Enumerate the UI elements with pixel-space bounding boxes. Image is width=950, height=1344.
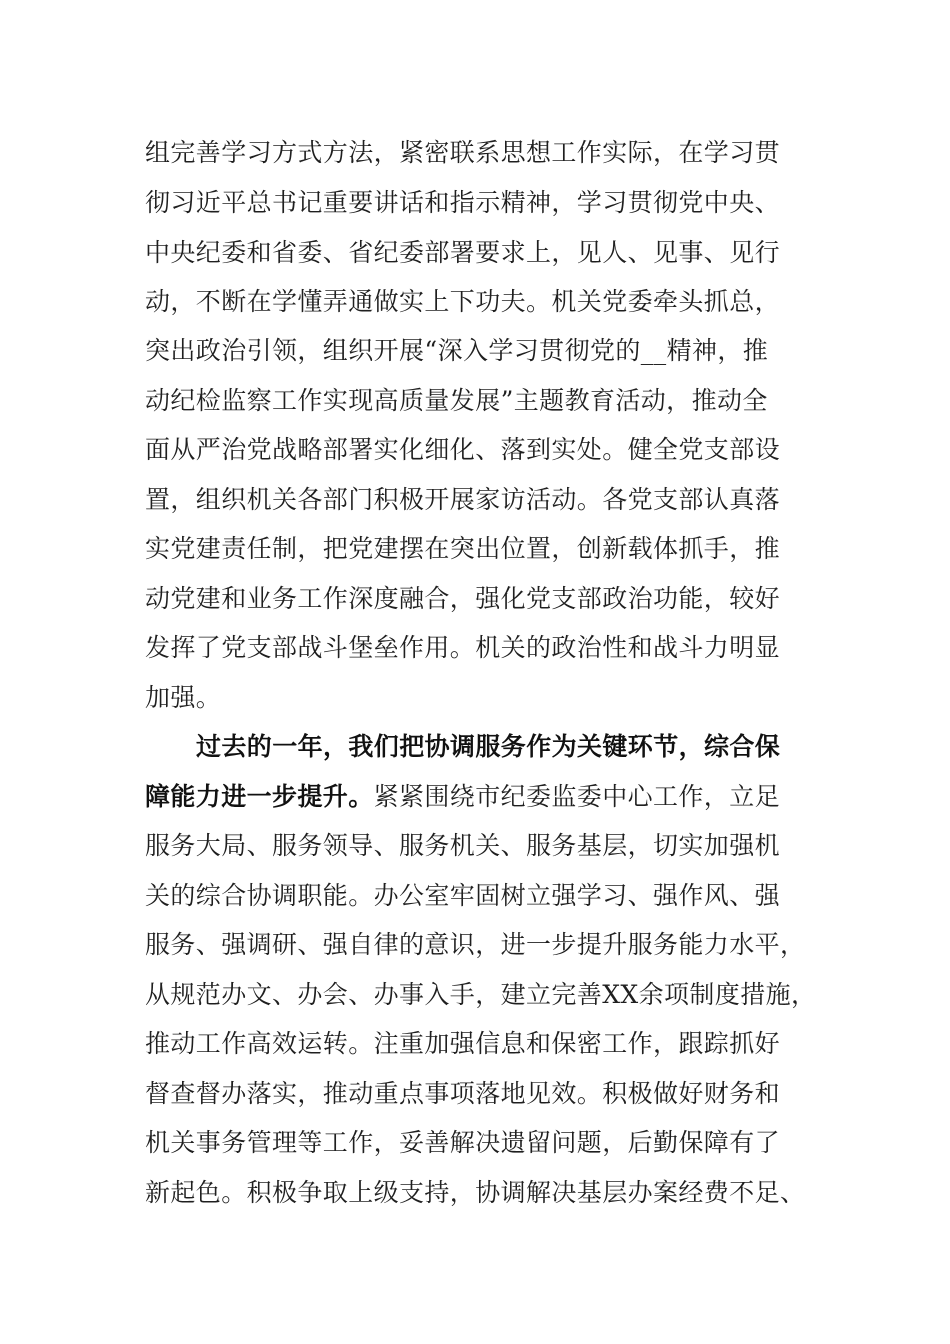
paragraph-heading-line — [196, 730, 876, 764]
text-line-5: 突出政治引领，组织开展“深入学习贯彻党的__精神，推 — [145, 336, 769, 365]
text-line-9: 实党建责任制，把党建摆在突出位置，创新载体抓手，推 — [145, 534, 781, 563]
text-line-19: 推动工作高效运转。注重加强信息和保密工作，跟踪抓好 — [145, 1029, 781, 1058]
text-line-14-body: 紧紧围绕市纪委监委中心工作，立足 — [373, 782, 781, 811]
text-line-1: 组完善学习方式方法，紧密联系思想工作实际，在学习贯 — [145, 138, 781, 167]
text-line-7: 面从严治党战略部署实化细化、落到实处。健全党支部设 — [145, 435, 781, 464]
text-line-21: 机关事务管理等工作，妥善解决遗留问题，后勤保障有了 — [145, 1128, 781, 1157]
text-line-15: 服务大局、服务领导、服务机关、服务基层，切实加强机 — [145, 831, 781, 860]
text-line-16: 关的综合协调职能。办公室牢固树立强学习、强作风、强 — [145, 881, 781, 910]
text-line-8: 置，组织机关各部门积极开展家访活动。各党支部认真落 — [145, 485, 781, 514]
bold-heading-text: 过去的一年，我们把协调服务作为关键环节，综合保 — [196, 732, 781, 761]
bold-heading-text-continued: 障能力进一步提升。 — [145, 782, 374, 811]
text-line-14 — [145, 780, 825, 814]
text-line-6: 动纪检监察工作实现高质量发展”主题教育活动，推动全 — [145, 386, 768, 415]
text-line-22: 新起色。积极争取上级支持，协调解决基层办案经费不足、 — [145, 1178, 806, 1207]
text-line-17: 服务、强调研、强自律的意识，进一步提升服务能力水平， — [145, 930, 806, 959]
text-line-18: 从规范办文、办会、办事入手，建立完善XX余项制度措施， — [145, 980, 817, 1009]
text-line-4: 动，不断在学懂弄通做实上下功夫。机关党委牵头抓总， — [145, 287, 781, 316]
text-line-10: 动党建和业务工作深度融合，强化党支部政治功能，较好 — [145, 584, 781, 613]
text-line-20: 督查督办落实，推动重点事项落地见效。积极做好财务和 — [145, 1079, 781, 1108]
text-line-3: 中央纪委和省委、省纪委部署要求上，见人、见事、见行 — [145, 238, 781, 267]
text-line-11: 发挥了党支部战斗堡垒作用。机关的政治性和战斗力明显 — [145, 633, 781, 662]
text-line-2: 彻习近平总书记重要讲话和指示精神，学习贯彻党中央、 — [145, 188, 781, 217]
text-line-12: 加强。 — [145, 683, 222, 712]
